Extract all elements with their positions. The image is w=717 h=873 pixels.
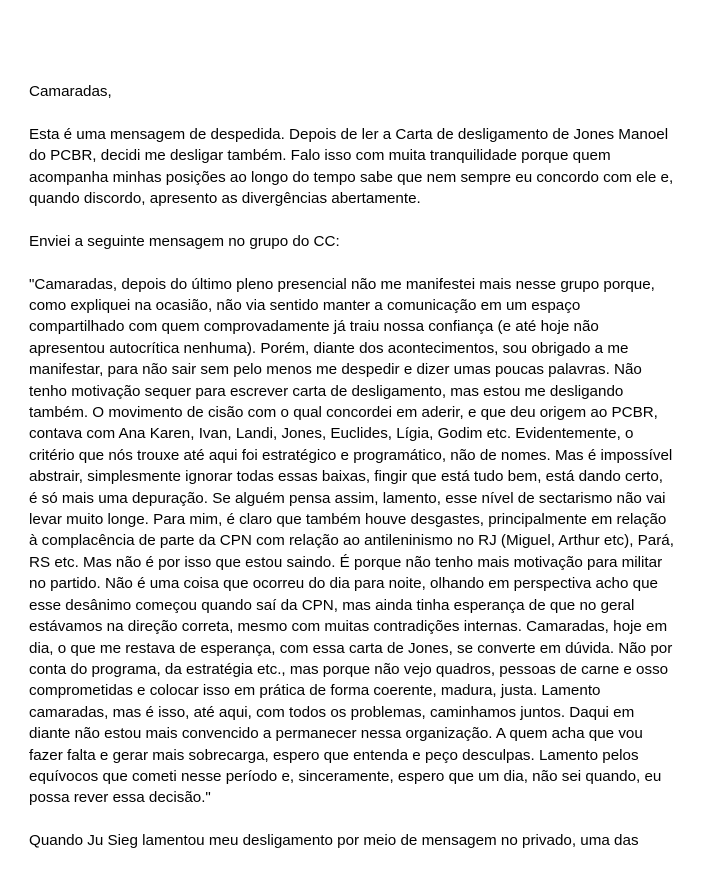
paragraph-cc-message-intro: Enviei a seguinte mensagem no grupo do CC:: [29, 232, 340, 250]
paragraph-intro: Esta é uma mensagem de despedida. Depois de ler a Carta de desligamento de Jones Manoel do PCBR, decidi me desligar também. Falo isso com muita tranquilidade porque quem acompanha minhas posições ao longo do tempo sabe que nem sempre eu concordo com ele e, quando discordo, apresento as divergências abertamente.: [29, 125, 674, 208]
document-body: [29, 81, 713, 873]
greeting: Camaradas,: [29, 83, 112, 100]
paragraph-continuation: Quando Ju Sieg lamentou meu desligamento por meio de mensagem no privado, uma das: [29, 832, 639, 850]
paragraph-quoted-message: "Camaradas, depois do último pleno presencial não me manifestei mais nesse grupo porque, como expliquei na ocasião, não via sentido manter a comunicação em um espaço compartilhado com quem comprovadamente já traiu nossa confiança (e até hoje não apresentou autocrítica nenhuma). Porém, diante dos acontecimentos, sou obrigado a me manifestar, para não sair sem pelo menos me despedir e dizer umas poucas palavras. Não tenho motivação sequer para escrever carta de desligamento, mas estou me desligando também. O movimento de cisão com o qual concordei em aderir, e que deu origem ao PCBR, contava com Ana Karen, Ivan, Landi, Jones, Euclides, Lígia, Godim etc. Evidentemente, o critério que nós trouxe até aqui foi estratégico e programático, não de nomes. Mas é impossível abstrair, simplesmente ignorar todas essas baixas, fingir que está tudo bem, está dando certo, é só mais uma depuração. Se alguém pensa assim, lamento, esse nível de sectarismo não vai levar muito longe. Para mim, é claro que também houve desgastes, principalmente em relação à complacência de parte da CPN com relação ao antileninismo no RJ (Miguel, Arthur etc), Pará, RS etc. Mas não é por isso que estou saindo. É porque não tenho mais motivação para militar no partido. Não é uma coisa que ocorreu do dia para noite, olhando em perspectiva acho que esse desânimo começou quando saí da CPN, mas ainda tinha esperança de que no geral estávamos na direção correta, mesmo com muitas contradições internas. Camaradas, hoje em dia, o que me restava de esperança, com essa carta de Jones, se converte em dúvida. Não por conta do programa, da estratégia etc., mas porque não vejo quadros, pessoas de carne e osso comprometidas e colocar isso em prática de forma coerente, madura, justa. Lamento camaradas, mas é isso, até aqui, com todos os problemas, caminhamos juntos. Daqui em diante não estou mais convencido a permanecer nessa organização. A quem acha que vou fazer falta e gerar mais sobrecarga, espero que entenda e peço desculpas. Lamento pelos equívocos que cometi nesse período e, sinceramente, espero que um dia, não sei quando, eu possa rever essa decisão.": [29, 275, 674, 807]
